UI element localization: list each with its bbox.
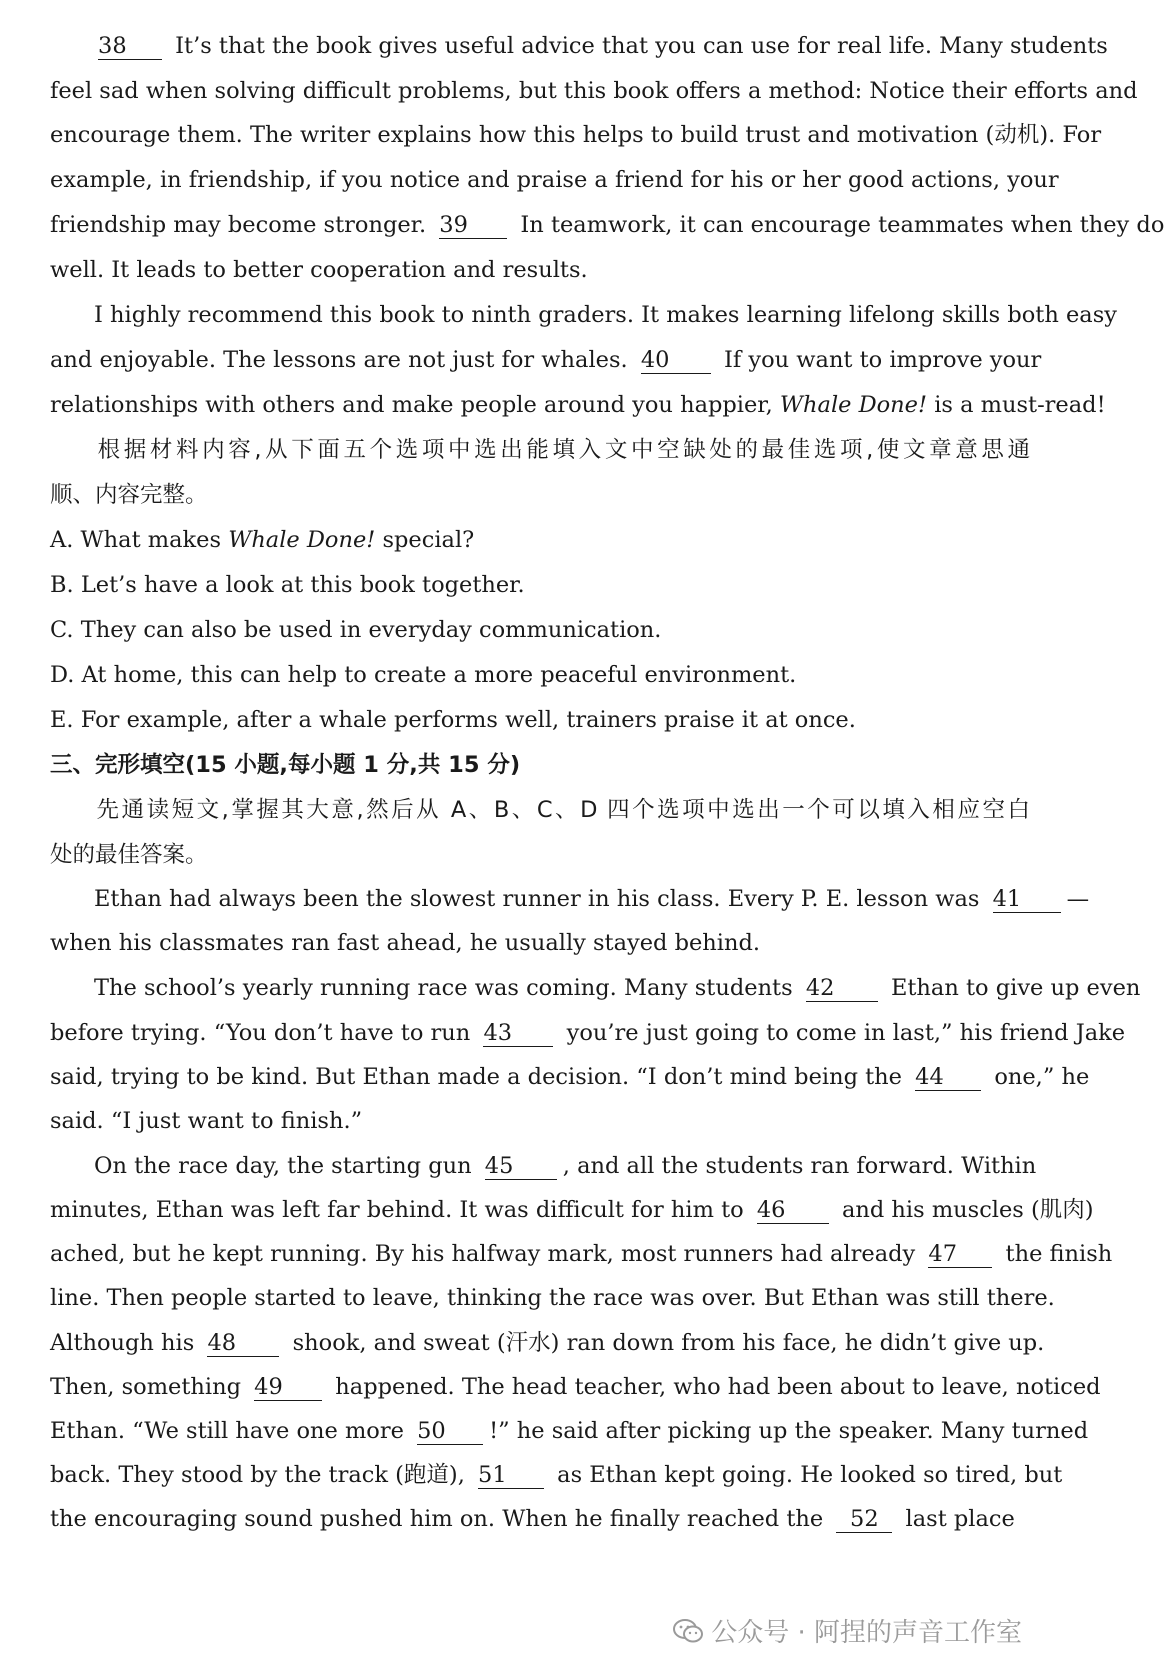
watermark bbox=[673, 1612, 1022, 1649]
passage1-text: and enjoyable. The lessons are not just for whales. bbox=[50, 347, 628, 373]
blank-44[interactable]: 44 bbox=[915, 1064, 981, 1091]
passage2-text: Although his bbox=[50, 1330, 195, 1356]
section-instruction-text: 先通读短文,掌握其大意,然后从 A、B、C、D 四个选项中选出一个可以填入相应空白 bbox=[94, 797, 1030, 823]
passage1-line-6: well. It leads to better cooperation and results. bbox=[50, 257, 588, 283]
option-b: B. Let’s have a look at this book together. bbox=[50, 572, 525, 598]
passage2-text: Then, something bbox=[50, 1374, 241, 1400]
blank-51[interactable]: 51 bbox=[478, 1462, 544, 1489]
passage2-line-14 bbox=[50, 1460, 1063, 1490]
blank-45[interactable]: 45 bbox=[485, 1153, 557, 1180]
passage2-line-4 bbox=[50, 1018, 1126, 1048]
passage2-line-9 bbox=[50, 1239, 1113, 1269]
passage2-line-1 bbox=[50, 884, 1090, 914]
passage2-text: and his muscles (肌肉) bbox=[841, 1197, 1094, 1223]
passage2-line-10: line. Then people started to leave, thinking the race was over. But Ethan was still there. bbox=[50, 1285, 1055, 1311]
passage2-text: Ethan to give up even bbox=[890, 975, 1141, 1001]
section-instruction-line-2: 处的最佳答案。 bbox=[50, 842, 208, 868]
passage2-text: , and all the students ran forward. Within bbox=[562, 1153, 1037, 1179]
passage2-line-7 bbox=[50, 1151, 1037, 1181]
passage1-line-4: example, in friendship, if you notice and praise a friend for his or her good actions, your bbox=[50, 167, 1059, 193]
passage2-text: ached, but he kept running. By his halfway mark, most runners had already bbox=[50, 1241, 916, 1267]
passage2-line-15 bbox=[50, 1504, 1030, 1534]
blank-49[interactable]: 49 bbox=[254, 1374, 322, 1401]
passage2-text: minutes, Ethan was left far behind. It was difficult for him to bbox=[50, 1197, 744, 1223]
book-title: Whale Done! bbox=[779, 392, 928, 418]
passage2-text: you’re just going to come in last,” his friend Jake bbox=[566, 1020, 1126, 1046]
passage2-line-12 bbox=[50, 1372, 1101, 1402]
passage2-line-3 bbox=[50, 973, 1141, 1003]
blank-38[interactable]: 38 bbox=[98, 33, 162, 60]
passage1-text: is a must-read! bbox=[934, 392, 1106, 418]
passage2-line-5 bbox=[50, 1062, 1090, 1092]
passage1-text: If you want to improve your bbox=[724, 347, 1042, 373]
blank-50[interactable]: 50 bbox=[417, 1418, 483, 1445]
passage2-text: happened. The head teacher, who had been about to leave, noticed bbox=[335, 1374, 1101, 1400]
blank-48[interactable]: 48 bbox=[207, 1330, 279, 1357]
section-heading: 三、完形填空(15 小题,每小题 1 分,共 15 分) bbox=[50, 752, 521, 778]
option-a-text: special? bbox=[382, 527, 475, 553]
wechat-icon bbox=[673, 1618, 703, 1644]
section-instruction-line-1 bbox=[50, 795, 1030, 825]
passage1-line-8 bbox=[50, 345, 1042, 375]
option-e: E. For example, after a whale performs well, trainers praise it at once. bbox=[50, 707, 856, 733]
passage2-text: Ethan had always been the slowest runner in his class. Every P. E. lesson was bbox=[94, 886, 980, 912]
passage2-line-6: said. “I just want to finish.” bbox=[50, 1108, 363, 1134]
option-a bbox=[50, 525, 1030, 555]
passage2-text: On the race day, the starting gun bbox=[94, 1153, 472, 1179]
passage1-text: relationships with others and make people around you happier, bbox=[50, 392, 773, 418]
passage1-text: friendship may become stronger. bbox=[50, 212, 427, 238]
passage1-line-7 bbox=[50, 300, 1117, 330]
passage1-line-1 bbox=[50, 31, 1108, 61]
blank-42[interactable]: 42 bbox=[806, 975, 878, 1002]
passage2-line-11 bbox=[50, 1328, 1045, 1358]
passage1-line-9 bbox=[50, 390, 1106, 420]
passage2-text: The school’s yearly running race was coming. Many students bbox=[94, 975, 793, 1001]
passage1-text: I highly recommend this book to ninth graders. It makes learning lifelong skills both easy bbox=[94, 302, 1117, 328]
passage2-text: shook, and sweat (汗水) ran down from his face, he didn’t give up. bbox=[292, 1330, 1045, 1356]
passage2-text: !” he said after picking up the speaker. Many turned bbox=[489, 1418, 1089, 1444]
option-d: D. At home, this can help to create a more peaceful environment. bbox=[50, 662, 797, 688]
passage2-text: back. They stood by the track (跑道), bbox=[50, 1462, 465, 1488]
passage1-line-5 bbox=[50, 210, 1164, 240]
passage2-text: before trying. “You don’t have to run bbox=[50, 1020, 471, 1046]
blank-39[interactable]: 39 bbox=[439, 212, 507, 239]
passage2-line-13 bbox=[50, 1416, 1089, 1446]
instruction-line-1 bbox=[50, 435, 1030, 465]
blank-41[interactable]: 41 bbox=[993, 886, 1061, 913]
passage2-text: last place bbox=[905, 1506, 1015, 1532]
passage1-line-2: feel sad when solving difficult problems, but this book offers a method: Notice their efforts and bbox=[50, 78, 1138, 104]
blank-40[interactable]: 40 bbox=[641, 347, 711, 374]
passage2-text: one,” he bbox=[994, 1064, 1090, 1090]
passage2-text: as Ethan kept going. He looked so tired, but bbox=[557, 1462, 1063, 1488]
blank-46[interactable]: 46 bbox=[757, 1197, 829, 1224]
option-c: C. They can also be used in everyday communication. bbox=[50, 617, 662, 643]
blank-47[interactable]: 47 bbox=[928, 1241, 992, 1268]
passage2-line-8 bbox=[50, 1195, 1094, 1225]
watermark-text: 公众号 · 阿捏的声音工作室 bbox=[711, 1618, 1022, 1648]
passage2-text: the encouraging sound pushed him on. When he finally reached the bbox=[50, 1506, 824, 1532]
passage2-text: Ethan. “We still have one more bbox=[50, 1418, 404, 1444]
passage1-text: In teamwork, it can encourage teammates when they do bbox=[520, 212, 1164, 238]
passage2-line-2: when his classmates ran fast ahead, he usually stayed behind. bbox=[50, 930, 761, 956]
blank-43[interactable]: 43 bbox=[483, 1020, 553, 1047]
book-title: Whale Done! bbox=[228, 527, 376, 553]
passage1-text: It’s that the book gives useful advice that you can use for real life. Many students bbox=[175, 33, 1108, 59]
passage2-text: said, trying to be kind. But Ethan made a decision. “I don’t mind being the bbox=[50, 1064, 902, 1090]
instruction-line-2: 顺、内容完整。 bbox=[50, 482, 208, 508]
passage2-text: the finish bbox=[1005, 1241, 1113, 1267]
option-a-text: A. What makes bbox=[50, 527, 222, 553]
passage2-text: — bbox=[1066, 886, 1090, 912]
instruction-text: 根据材料内容,从下面五个选项中选出能填入文中空缺处的最佳选项,使文章意思通 bbox=[94, 437, 1030, 463]
passage1-line-3: encourage them. The writer explains how this helps to build trust and motivation (动机). For bbox=[50, 122, 1102, 148]
blank-52[interactable]: 52 bbox=[836, 1506, 892, 1533]
